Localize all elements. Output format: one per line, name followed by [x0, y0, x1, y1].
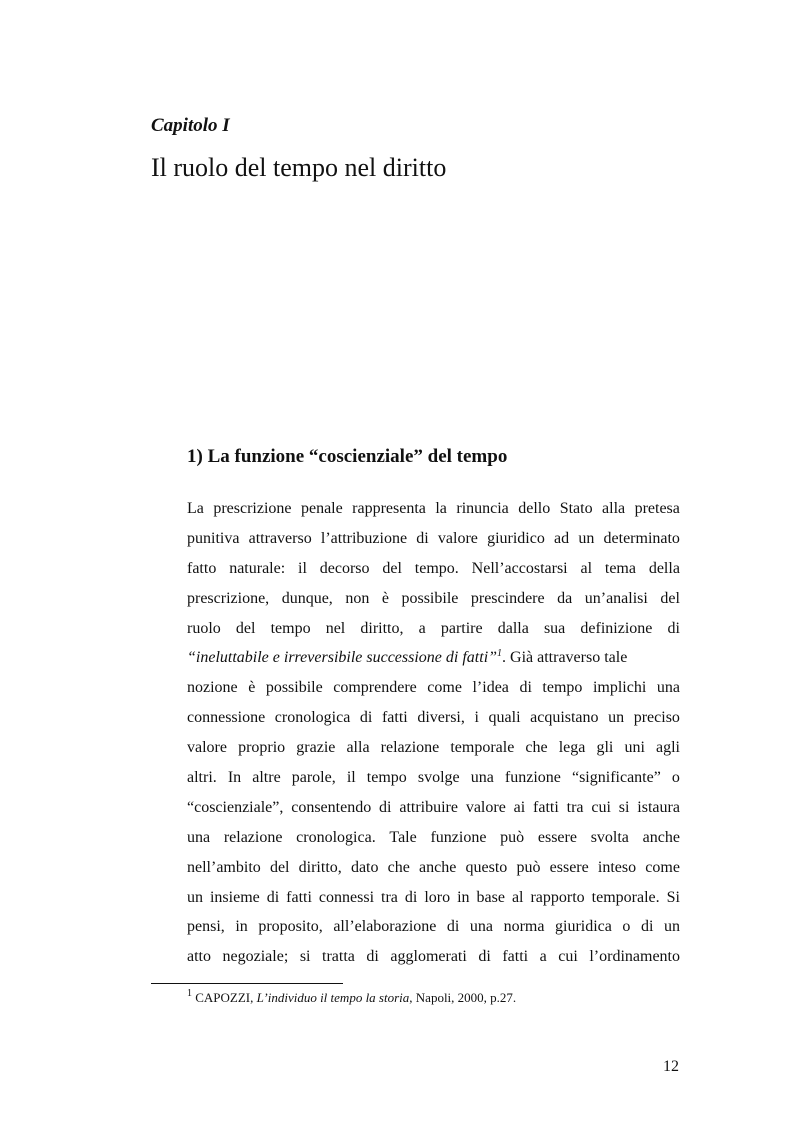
text-line: fatto naturale: il decorso del tempo. Nell’accostarsi al tema della: [187, 559, 680, 577]
footnote-work-title: L’individuo il tempo la storia: [256, 990, 410, 1005]
body-paragraph: [187, 494, 680, 972]
text-line: ruolo del tempo nel diritto, a partire dalla sua definizione di: [187, 619, 680, 637]
text-line: nozione è possibile comprendere come l’idea di tempo implichi una: [187, 679, 680, 697]
footnote-number: 1: [187, 988, 192, 999]
section-heading: 1) La funzione “coscienziale” del tempo: [187, 446, 508, 467]
text-line: prescrizione, dunque, non è possibile prescindere da un’analisi del: [187, 589, 680, 607]
text-line: valore proprio grazie alla relazione temporale che lega gli uni agli: [187, 739, 680, 757]
text-line: nell’ambito del diritto, dato che anche questo può essere inteso come: [187, 858, 680, 876]
page-number: 12: [663, 1058, 679, 1075]
chapter-label: Capitolo I: [151, 115, 230, 136]
footnote-divider: [151, 983, 343, 984]
chapter-title: Il ruolo del tempo nel diritto: [151, 153, 447, 182]
footnote: [187, 990, 516, 1006]
text-line: atto negoziale; si tratta di agglomerati di fatti a cui l’ordinamento: [187, 948, 680, 966]
text-line: pensi, in proposito, all’elaborazione di una norma giuridica o di un: [187, 918, 680, 936]
text-line: [187, 643, 680, 673]
text-line: La prescrizione penale rappresenta la rinuncia dello Stato alla pretesa: [187, 500, 680, 517]
text-line: una relazione cronologica. Tale funzione può essere svolta anche: [187, 828, 680, 846]
footnote-author: CAPOZZI,: [195, 990, 257, 1005]
footnote-details: , Napoli, 2000, p.27.: [409, 990, 517, 1005]
text-line: “coscienziale”, consentendo di attribuire valore ai fatti tra cui si istaura: [187, 798, 680, 816]
text-line: connessione cronologica di fatti diversi, i quali acquistano un preciso: [187, 709, 680, 727]
text-line: altri. In altre parole, il tempo svolge una funzione “significante” o: [187, 769, 680, 787]
footnote-reference[interactable]: 1: [497, 648, 503, 660]
text-line: punitiva attraverso l’attribuzione di valore giuridico ad un determinato: [187, 529, 680, 547]
quoted-definition: “ineluttabile e irreversibile successione di fatti”: [187, 649, 498, 667]
text-line: un insieme di fatti connessi tra di loro in base al rapporto temporale. Si: [187, 888, 680, 906]
text-fragment: . Già attraverso tale: [502, 649, 628, 667]
